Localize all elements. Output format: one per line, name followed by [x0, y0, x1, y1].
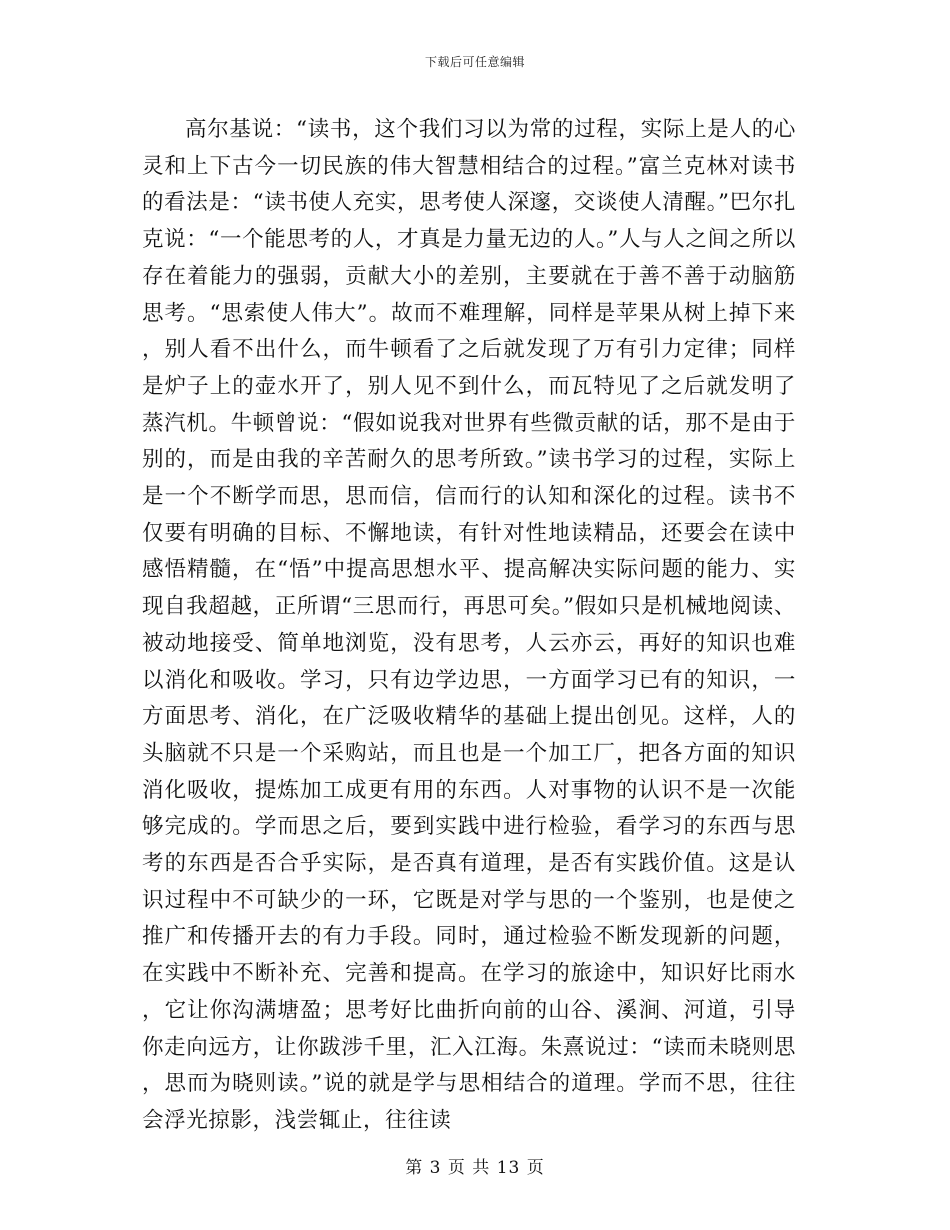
page-footer: 第 3 页 共 13 页	[405, 1158, 545, 1178]
page-header: 下载后可任意编辑	[424, 55, 525, 69]
body-paragraph: 高尔基说：“读书，这个我们习以为常的过程，实际上是人的心灵和上下古今一切民族的伟大智慧相结合的过程。”富兰克林对读书的看法是：“读书使人充实，思考使人深邃，交谈使人清醒。”巴尔扎克说：“一个能思考的人，才真是力量无边的人。”人与人之间之所以存在着能力的强弱，贡献大小的差别，主要就在于善不善于动脑筋思考。“思索使人伟大”。故而不难理解，同样是苹果从树上掉下来，别人看不出什么，而牛顿看了之后就发现了万有引力定律；同样是炉子上的壶水开了，别人见不到什么，而瓦特见了之后就发明了蒸汽机。牛顿曾说：“假如说我对世界有些微贡献的话，那不是由于别的，而是由我的辛苦耐久的思考所致。”读书学习的过程，实际上是一个不断学而思，思而信，信而行的认知和深化的过程。读书不仅要有明确的目标、不懈地读，有针对性地读精品，还要会在读中感悟精髓，在“悟”中提高思想水平、提高解决实际问题的能力、实现自我超越，正所谓“三思而行，再思可矣。”假如只是机械地阅读、被动地接受、简单地浏览，没有思考，人云亦云，再好的知识也难以消化和吸收。学习，只有边学边思，一方面学习已有的知识，一方面思考、消化，在广泛吸收精华的基础上提出创见。这样，人的头脑就不只是一个采购站，而且也是一个加工厂，把各方面的知识消化吸收，提炼加工成更有用的东西。人对事物的认识不是一次能够完成的。学而思之后，要到实践中进行检验，看学习的东西与思考的东西是否合乎实际，是否真有道理，是否有实践价值。这是认识过程中不可缺少的一环，它既是对学与思的一个鉴别，也是使之推广和传播开去的有力手段。同时，通过检验不断发现新的问题，在实践中不断补充、完善和提高。在学习的旅途中，知识好比雨水，它让你沟满塘盈；思考好比曲折向前的山谷、溪涧、河道，引导你走向远方，让你跋涉千里，汇入江海。朱熹说过：“读而未晓则思，思而为晓则读。”说的就是学与思相结合的道理。学而不思，往往会浮光掠影，浅尝辄止，往往读	[142, 117, 796, 1133]
